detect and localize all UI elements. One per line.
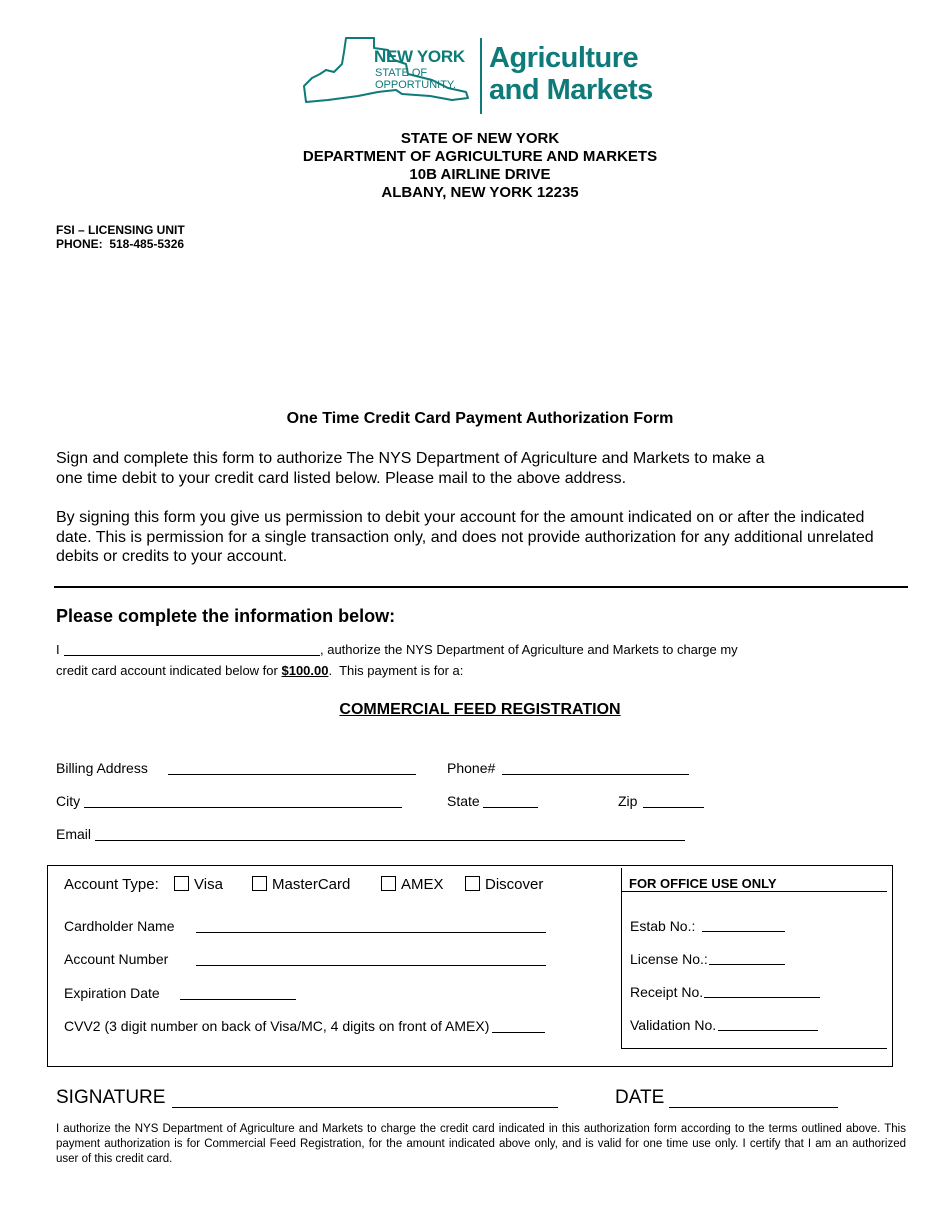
city-label: City (56, 793, 81, 809)
logo-divider (480, 38, 482, 114)
amex-label: AMEX (401, 876, 444, 893)
billing-address-field[interactable] (168, 774, 416, 775)
cardholder-name-label: Cardholder Name (64, 918, 175, 934)
state-field[interactable] (483, 807, 538, 808)
amex-option[interactable] (381, 876, 444, 893)
state-label: State (447, 793, 480, 809)
auth-suffix: , authorize the NYS Department of Agriculture and Markets to charge my (320, 642, 738, 657)
logo-agency-line2: and Markets (489, 74, 653, 106)
billing-address-label: Billing Address (56, 760, 148, 776)
estab-no-label: Estab No.: (630, 918, 696, 934)
cvv2-field[interactable] (492, 1032, 545, 1033)
payment-purpose: COMMERCIAL FEED REGISTRATION (339, 701, 621, 718)
mastercard-label: MasterCard (272, 876, 351, 893)
intro-paragraph-2: By signing this form you give us permission to debit your account for the amount indicated on or after the indicated date. This is permission for a single transaction only, and does not provide authorization for any additional unrelated debits or credits to your account. (56, 509, 874, 565)
intro-paragraph-1: Sign and complete this form to authorize The NYS Department of Agriculture and Markets to make a one time debit to your credit card listed below. Please mail to the above address. (56, 450, 765, 487)
discover-label: Discover (485, 876, 544, 893)
zip-field[interactable] (643, 807, 704, 808)
city-field[interactable] (84, 807, 402, 808)
signature-label: SIGNATURE (56, 1087, 166, 1108)
auth-prefix: I (56, 642, 60, 657)
date-field[interactable] (669, 1107, 838, 1108)
logo-state-line3: OPPORTUNITY. (375, 79, 456, 91)
mastercard-option[interactable] (252, 876, 350, 893)
section-title: Please complete the information below: (56, 606, 396, 626)
expiration-date-label: Expiration Date (64, 985, 160, 1001)
auth-line2 (56, 663, 463, 678)
phone-field[interactable] (502, 774, 689, 775)
zip-label: Zip (618, 793, 638, 809)
auth-line2-prefix: credit card account indicated below for (56, 663, 278, 678)
logo-state-line1: NEW YORK (374, 47, 465, 66)
logo-agency-line1: Agriculture (489, 42, 639, 74)
account-type-label: Account Type: (64, 876, 159, 893)
visa-option[interactable] (174, 876, 223, 893)
cvv2-label: CVV2 (3 digit number on back of Visa/MC, 4 digits on front of AMEX) (64, 1018, 490, 1034)
visa-checkbox[interactable] (174, 876, 189, 891)
license-no-label: License No.: (630, 951, 708, 967)
account-number-label: Account Number (64, 951, 169, 967)
receipt-no-field[interactable] (704, 997, 820, 998)
unit-name: FSI – LICENSING UNIT (56, 223, 185, 237)
unit-phone: PHONE: 518-485-5326 (56, 237, 185, 251)
header-line2: DEPARTMENT OF AGRICULTURE AND MARKETS (302, 148, 658, 165)
estab-no-field[interactable] (702, 931, 785, 932)
validation-no-label: Validation No. (630, 1017, 717, 1033)
visa-label: Visa (194, 876, 223, 893)
discover-option[interactable] (465, 876, 543, 893)
mastercard-checkbox[interactable] (252, 876, 267, 891)
expiration-date-field[interactable] (180, 999, 296, 1000)
office-use-title: FOR OFFICE USE ONLY (629, 876, 777, 891)
signature-field[interactable] (172, 1107, 558, 1108)
authorization-disclaimer: I authorize the NYS Department of Agriculture and Markets to charge the credit card indicated in this authorization form according to the terms outlined above. This payment authorization is for Commercial Feed Registration, for the amount indicated above only, and is valid for one time use only. I certify that I am an authorized user of this credit card. (56, 1123, 906, 1165)
license-no-field[interactable] (709, 964, 785, 965)
account-number-field[interactable] (196, 965, 546, 966)
authorizer-name-field[interactable] (64, 655, 320, 656)
section-divider (54, 586, 908, 588)
cardholder-name-field[interactable] (196, 932, 546, 933)
logo (298, 34, 660, 118)
auth-line2-suffix: . This payment is for a: (328, 663, 464, 678)
account-type-row (64, 876, 159, 893)
receipt-no-label: Receipt No. (630, 984, 704, 1000)
header-line3: 10B AIRLINE DRIVE (409, 166, 551, 183)
form-title: One Time Credit Card Payment Authorization Form (286, 410, 674, 427)
header-line4: ALBANY, NEW YORK 12235 (381, 184, 579, 201)
payment-amount: $100.00 (281, 663, 329, 678)
validation-no-field[interactable] (718, 1030, 818, 1031)
phone-label: Phone# (447, 760, 496, 776)
logo-state-line2: STATE OF (375, 67, 428, 79)
discover-checkbox[interactable] (465, 876, 480, 891)
email-label: Email (56, 826, 92, 842)
amex-checkbox[interactable] (381, 876, 396, 891)
date-label: DATE (615, 1087, 665, 1108)
email-field[interactable] (95, 840, 685, 841)
office-use-title-rule (622, 891, 887, 892)
header-line1: STATE OF NEW YORK (400, 130, 560, 147)
